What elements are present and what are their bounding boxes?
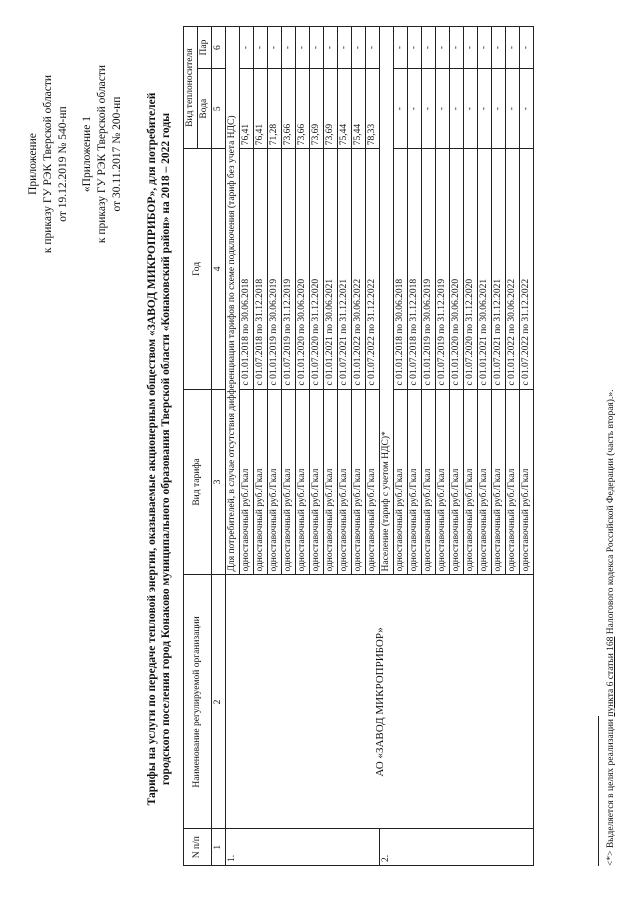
org-name: АО «ЗАВОД МИКРОПРИБОР» [226, 575, 534, 829]
steam-value: - [310, 27, 324, 69]
tariff-type: одноставочный руб./Гкал [450, 389, 464, 575]
header-vid: Вид тарифа [184, 389, 212, 575]
period: с 01.01.2021 по 30.06.2021 [478, 149, 492, 389]
water-value: 73,66 [282, 69, 296, 149]
section-heading-row [226, 27, 240, 866]
tariff-type: одноставочный руб./Гкал [268, 389, 282, 575]
steam-value: - [478, 27, 492, 69]
water-value: 75,44 [338, 69, 352, 149]
document-title [145, 24, 173, 874]
appendix-line: к приказу ГУ РЭК Тверской области [42, 74, 54, 254]
header-row [184, 27, 198, 866]
period: с 01.01.2018 по 30.06.2018 [394, 149, 408, 389]
col-number: 4 [212, 149, 226, 389]
header-god: Год [184, 149, 212, 389]
steam-value: - [520, 27, 534, 69]
steam-value: - [422, 27, 436, 69]
steam-value: - [436, 27, 450, 69]
footnote-post: Налогового кодекса Российской Федерации (часть вторая).». [606, 389, 616, 637]
row-number: 1. [226, 829, 380, 866]
col-number: 5 [212, 69, 226, 149]
footnote-separator [598, 716, 599, 866]
water-value: 73,66 [296, 69, 310, 149]
steam-value: - [296, 27, 310, 69]
water-value: 76,41 [240, 69, 254, 149]
tariff-type: одноставочный руб./Гкал [520, 389, 534, 575]
appendix-line: Приложение [27, 133, 39, 195]
period: с 01.01.2022 по 30.06.2022 [506, 149, 520, 389]
tariff-type: одноставочный руб./Гкал [366, 389, 380, 575]
period: с 01.01.2022 по 30.06.2022 [352, 149, 366, 389]
water-value: - [450, 69, 464, 149]
title-line: городского поселения город Конаково муниципального образования Тверской области «Конаковский район» на 2018 – 2022 годы [160, 112, 172, 786]
period: с 01.07.2019 по 31.12.2019 [436, 149, 450, 389]
col-number: 3 [212, 389, 226, 575]
water-value: - [464, 69, 478, 149]
footnote-pre: <*> Выделяется в целях реализации [606, 716, 616, 866]
steam-value: - [492, 27, 506, 69]
header-voda: Вода [198, 69, 212, 149]
tariff-type: одноставочный руб./Гкал [408, 389, 422, 575]
tariff-type: одноставочный руб./Гкал [492, 389, 506, 575]
period: с 01.07.2022 по 31.12.2022 [366, 149, 380, 389]
steam-value: - [324, 27, 338, 69]
period: с 01.07.2018 по 31.12.2018 [254, 149, 268, 389]
appendix-line: к приказу ГУ РЭК Тверской области [96, 64, 108, 244]
period: с 01.07.2021 по 31.12.2021 [338, 149, 352, 389]
tariff-type: одноставочный руб./Гкал [254, 389, 268, 575]
steam-value: - [394, 27, 408, 69]
period: с 01.07.2018 по 31.12.2018 [408, 149, 422, 389]
header-n: N п/п [184, 829, 212, 866]
col-number: 1 [212, 829, 226, 866]
title-line: Тарифы на услуги по передаче тепловой энергии, оказываемые акционерным обществом «ЗАВОД МИКРОПРИБОР», для потребителей [146, 92, 158, 806]
water-value: 78,33 [366, 69, 380, 149]
tariff-table [183, 26, 534, 866]
water-value: - [436, 69, 450, 149]
period: с 01.07.2021 по 31.12.2021 [492, 149, 506, 389]
period: с 01.01.2020 по 30.06.2020 [296, 149, 310, 389]
water-value: - [408, 69, 422, 149]
appendix-line: «Приложение 1 [81, 115, 93, 193]
water-value: - [478, 69, 492, 149]
tariff-type: одноставочный руб./Гкал [282, 389, 296, 575]
period: с 01.01.2021 по 30.06.2021 [324, 149, 338, 389]
steam-value: - [282, 27, 296, 69]
original-appendix-header [80, 34, 125, 274]
tariff-type: одноставочный руб./Гкал [338, 389, 352, 575]
water-value: - [520, 69, 534, 149]
col-number: 2 [212, 575, 226, 829]
appendix-line: от 30.11.2017 № 200-нп [111, 96, 123, 212]
tariff-type: одноставочный руб./Гкал [436, 389, 450, 575]
appendix-header [26, 64, 71, 264]
table-body [226, 27, 534, 866]
period: с 01.07.2022 по 31.12.2022 [520, 149, 534, 389]
period: с 01.01.2018 по 30.06.2018 [240, 149, 254, 389]
tariff-type: одноставочный руб./Гкал [310, 389, 324, 575]
tariff-type: одноставочный руб./Гкал [352, 389, 366, 575]
water-value: - [422, 69, 436, 149]
section-heading: Население (тариф с учетом НДС)* [380, 27, 394, 576]
steam-value: - [450, 27, 464, 69]
steam-value: - [352, 27, 366, 69]
steam-value: - [268, 27, 282, 69]
steam-value: - [254, 27, 268, 69]
steam-value: - [338, 27, 352, 69]
header-carrier: Вид теплоносителя [184, 27, 198, 149]
column-number-row [212, 27, 226, 866]
water-value: - [492, 69, 506, 149]
steam-value: - [366, 27, 380, 69]
tariff-type: одноставочный руб./Гкал [422, 389, 436, 575]
water-value: 71,28 [268, 69, 282, 149]
appendix-line: от 19.12.2019 № 540-нп [57, 106, 69, 222]
tariff-type: одноставочный руб./Гкал [478, 389, 492, 575]
steam-value: - [240, 27, 254, 69]
tariff-type: одноставочный руб./Гкал [296, 389, 310, 575]
period: с 01.01.2020 по 30.06.2020 [450, 149, 464, 389]
steam-value: - [408, 27, 422, 69]
steam-value: - [464, 27, 478, 69]
period: с 01.01.2019 по 30.06.2019 [422, 149, 436, 389]
period: с 01.01.2019 по 30.06.2019 [268, 149, 282, 389]
tariff-type: одноставочный руб./Гкал [464, 389, 478, 575]
tariff-type: одноставочный руб./Гкал [394, 389, 408, 575]
water-value: 75,44 [352, 69, 366, 149]
footnote [606, 390, 616, 866]
header-org: Наименование регулируемой организации [184, 575, 212, 829]
col-number: 6 [212, 27, 226, 69]
header-par: Пар [198, 27, 212, 69]
period: с 01.07.2020 по 31.12.2020 [310, 149, 324, 389]
steam-value: - [506, 27, 520, 69]
section-heading: Для потребителей, в случае отсутствия дифференциации тарифов по схеме подключения (тариф без учета НДС) [226, 27, 240, 576]
water-value: 73,69 [310, 69, 324, 149]
water-value: 73,69 [324, 69, 338, 149]
water-value: - [394, 69, 408, 149]
tariff-type: одноставочный руб./Гкал [240, 389, 254, 575]
tariff-type: одноставочный руб./Гкал [324, 389, 338, 575]
tariff-type: одноставочный руб./Гкал [506, 389, 520, 575]
footnote-link[interactable]: пункта 6 статьи 168 [606, 636, 616, 717]
period: с 01.07.2020 по 31.12.2020 [464, 149, 478, 389]
water-value: 76,41 [254, 69, 268, 149]
water-value: - [506, 69, 520, 149]
period: с 01.07.2019 по 31.12.2019 [282, 149, 296, 389]
row-number: 2. [380, 829, 534, 866]
